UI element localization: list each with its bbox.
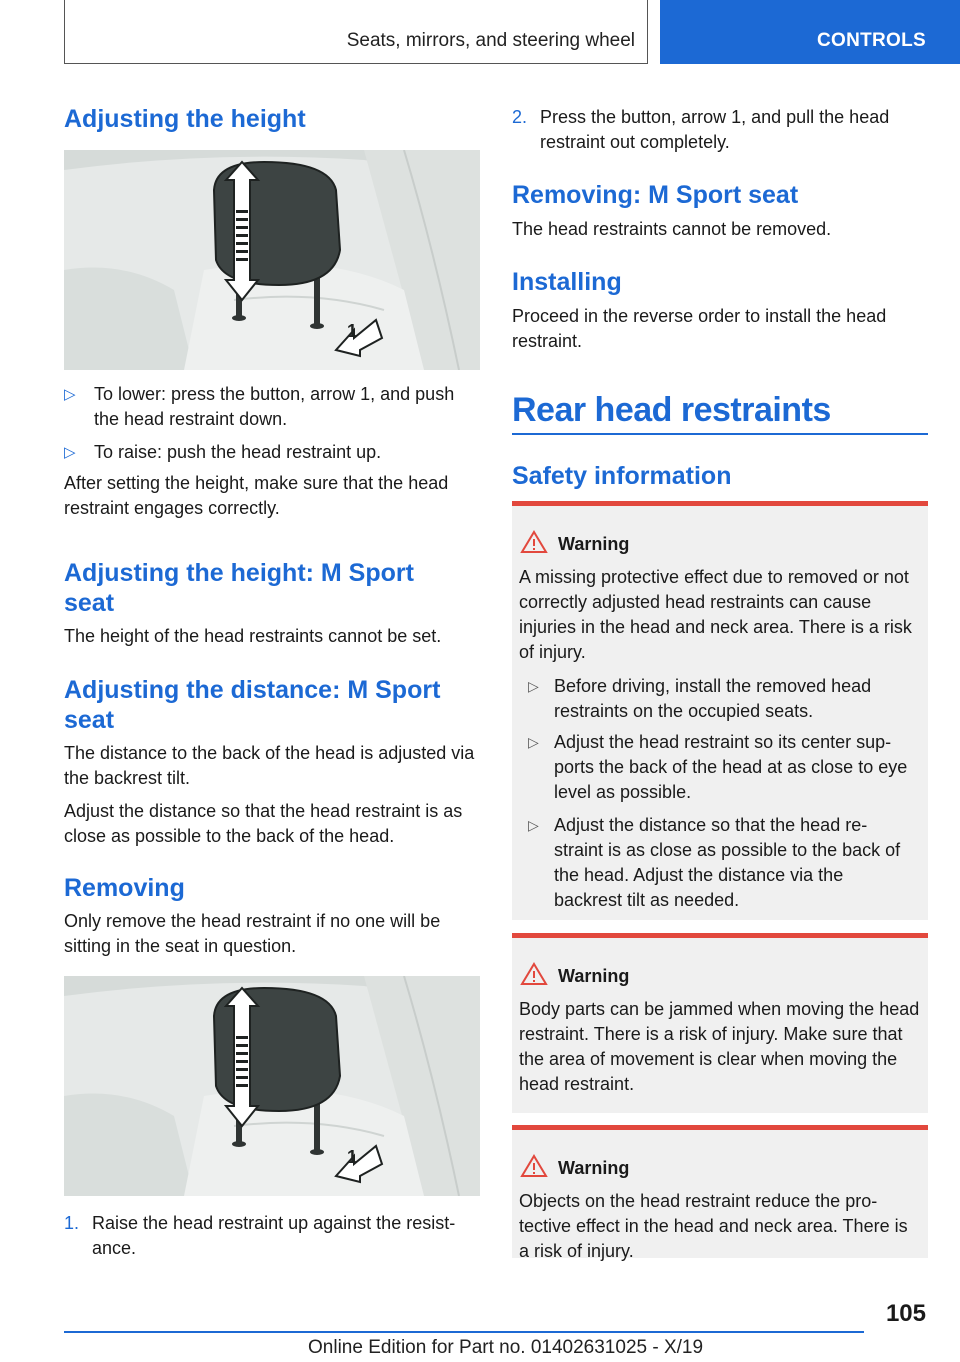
- head-restraint-illustration: [64, 976, 480, 1196]
- footer-rule: [64, 1331, 864, 1333]
- paragraph: Only remove the head restraint if no one will be sitting in the seat in question.: [64, 911, 441, 956]
- warning-box: [512, 1125, 928, 1261]
- heading-distance-msport: Adjusting the distance: M Sport seat: [64, 676, 441, 734]
- bullet-triangle-icon: ▷: [528, 678, 539, 694]
- warning-title: Warning: [558, 966, 630, 986]
- warning-title: Warning: [558, 1158, 630, 1178]
- paragraph: Adjust the distance so that the head restraint is as close as possible to the back of the head.: [64, 801, 463, 846]
- heading-installing: Installing: [512, 268, 622, 296]
- heading-removing-msport: Removing: M Sport seat: [512, 181, 799, 209]
- bullet-triangle-icon: ▷: [64, 386, 76, 403]
- heading-height-msport: Adjusting the height: M Sport seat: [64, 559, 414, 617]
- heading-safety-information: Safety information: [512, 462, 732, 490]
- warning-triangle-icon: [520, 962, 548, 986]
- page-number: 105: [885, 1300, 926, 1327]
- running-header-chapter: [660, 0, 960, 64]
- figure-callout-1: 1: [347, 321, 358, 341]
- bullet-triangle-icon: ▷: [528, 734, 539, 750]
- warning-box: Warning A missing protective effect due to removed or not correctly adjusted head restraints can cause injuries in the head and neck area. There is a risk of injury. ▷ Before driving, install the removed head restraints on the occupied seats. ▷ Adjust the head restraint so its center sup-ports the back of the head at as close to eye level as possible. ▷ Adjust the distance so that the head re-straint is as close as possible to the back of the head. Adjust the distance via the backrest tilt as needed.: [512, 501, 928, 920]
- heading-rear-head-restraints: Rear head restraints: [512, 391, 831, 429]
- paragraph: The head restraints cannot be removed.: [512, 219, 832, 239]
- step-number: 1.: [64, 1213, 80, 1233]
- edition-note: Online Edition for Part no. 01402631025 - X/19: [308, 1337, 704, 1358]
- figure-head-restraint-height: [64, 150, 480, 370]
- head-restraint-illustration: [64, 150, 480, 370]
- figure-head-restraint-remove: [64, 976, 480, 1196]
- warning-triangle-icon: [520, 530, 548, 554]
- chapter-title: CONTROLS: [816, 30, 926, 51]
- step-number: 2.: [512, 107, 528, 127]
- warning-text: Objects on the head restraint reduce the pro-tective effect in the head and neck area. There is a risk of injury.: [519, 1191, 908, 1261]
- paragraph: After setting the height, make sure that the head restraint engages correctly.: [64, 473, 449, 518]
- heading-rule: [512, 433, 928, 435]
- paragraph: Proceed in the reverse order to install the head restraint.: [512, 306, 887, 351]
- running-header-section: [64, 0, 648, 64]
- warning-box: [512, 933, 928, 1113]
- section-title: Seats, mirrors, and steering wheel: [346, 30, 635, 51]
- figure-callout-1: 1: [347, 1147, 358, 1167]
- paragraph: The distance to the back of the head is adjusted via the backrest tilt.: [64, 743, 475, 788]
- bullet-triangle-icon: ▷: [528, 817, 539, 833]
- paragraph: The height of the head restraints cannot be set.: [64, 626, 442, 646]
- warning-title: Warning: [558, 534, 630, 554]
- warning-text: A missing protective effect due to removed or not correctly adjusted head restraints can cause injuries in the head and neck area. There is a risk of injury.: [519, 567, 912, 662]
- heading-adjusting-height: Adjusting the height: [64, 105, 306, 133]
- warning-text: Body parts can be jammed when moving the head restraint. There is a risk of injury. Make sure that the area of movement is clear when moving the head restraint.: [519, 999, 920, 1094]
- warning-triangle-icon: [520, 1154, 548, 1178]
- bullet-triangle-icon: ▷: [64, 444, 76, 461]
- heading-removing: Removing: [64, 874, 185, 902]
